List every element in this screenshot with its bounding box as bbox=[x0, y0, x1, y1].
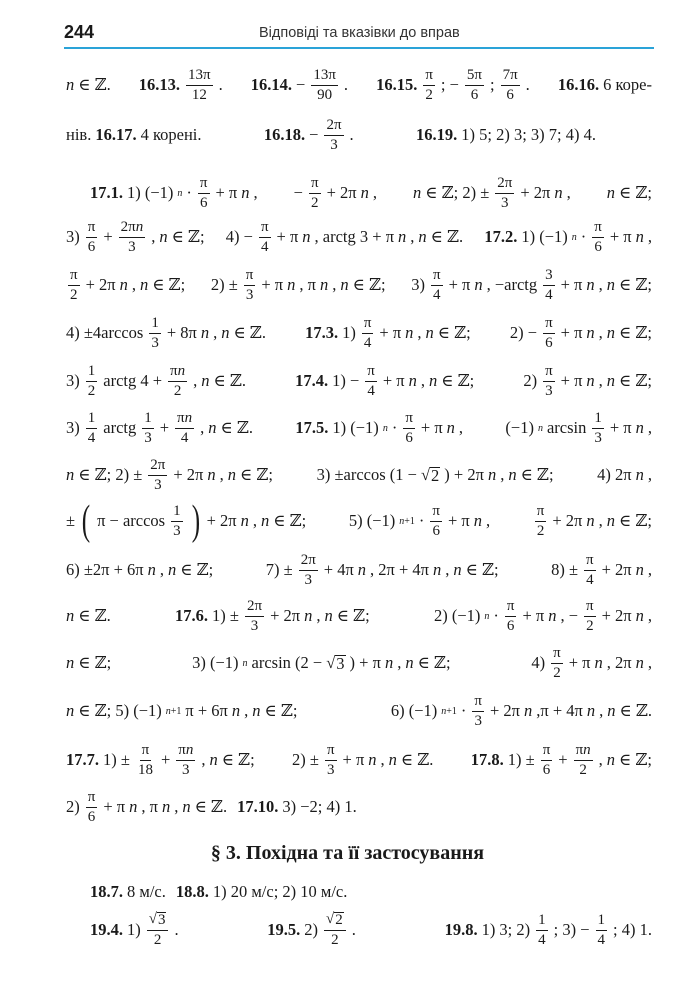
answer-line-7: 3) $\frac{1}{2}$ arctg 4 + $\frac{\pi n}{2}$ , n ∈ ℤ. 17.4. 1) − $\frac{\pi}{4}$ + π n , n ∈ ℤ; 2) $\frac{\pi}{3}$ + π n , n ∈ ℤ; bbox=[66, 363, 652, 399]
answer-line-8: 3) $\frac{1}{4}$ arctg $\frac{1}{3}$ + $\frac{\pi n}{4}$ , n ∈ ℤ. 17.5. 1) (−1) n · $\frac{\pi}{6}$ + π n , (−1) n arcsin $\frac{1}{3}$ + π n , bbox=[66, 410, 652, 446]
answer-line-4: 3) $\frac{\pi}{6}$ + $\frac{2\pi n}{3}$ , n ∈ ℤ; 4) − $\frac{\pi}{4}$ + π n , arctg 3 + π n , n ∈ ℤ. 17.2. 1) (−1) n · $\frac{\pi}{6}$ + π n , bbox=[66, 219, 652, 255]
answer-line-15: 17.7. 1) ± $\frac{\pi}{18}$ + $\frac{\pi n}{3}$ , n ∈ ℤ; 2) ± $\frac{\pi}{3}$ + π n , n ∈ ℤ. 17.8. 1) ± $\frac{\pi}{6}$ + $\frac{\pi n}{2}$ , n ∈ ℤ; bbox=[66, 742, 652, 778]
answer-line-14: n ∈ ℤ; 5) (−1) n+1 π + 6π n , n ∈ ℤ; 6) (−1) n+1 · $\frac{\pi}{3}$ + 2π n ,π + 4π n , n ∈ ℤ. bbox=[66, 693, 652, 729]
section-heading: § 3. Похідна та її застосування bbox=[210, 842, 485, 864]
running-title: Відповіді та вказівки до вправ bbox=[259, 25, 460, 41]
answer-line-10: ± ( π − arccos $\frac{1}{3}$ ) + 2π n , n ∈ ℤ; 5) (−1) n+1 · $\frac{\pi}{6}$ + π n , $\frac{\pi}{2}$ + 2π n , n ∈ ℤ; bbox=[66, 497, 652, 544]
answer-line-12: n ∈ ℤ. 17.6. 1) ± $\frac{2\pi}{3}$ + 2π n , n ∈ ℤ; 2) (−1) n · $\frac{\pi}{6}$ + π n , − $\frac{\pi}{2}$ + 2π n , bbox=[66, 598, 652, 634]
header-rule bbox=[64, 47, 654, 49]
answer-line-6: 4) ±4arccos $\frac{1}{3}$ + 8π n , n ∈ ℤ. 17.3. 1) $\frac{\pi}{4}$ + π n , n ∈ ℤ; 2) − $\frac{\pi}{6}$ + π n , n ∈ ℤ; bbox=[66, 315, 652, 351]
answer-line-18: 19.4. 1) √ 3 2 . 19.5. 2) √ 2 2 . 19.8. 1) 3; 2) $\frac{1}{4}$ ; 3) − $\frac{1}{4}$ ; 4) 1. bbox=[90, 911, 652, 948]
answer-line-17: 18.7. 8 м/с. 18.8. 1) 20 м/с; 2) 10 м/с. bbox=[90, 882, 348, 901]
page-header bbox=[64, 20, 654, 48]
answer-line-16: 2) $\frac{\pi}{6}$ + π n , π n , n ∈ ℤ. 17.10. 3) −2; 4) 1. bbox=[66, 789, 357, 825]
answer-line-5: $\frac{\pi}{2}$ + 2π n , n ∈ ℤ; 2) ± $\frac{\pi}{3}$ + π n , π n , n ∈ ℤ; 3) $\frac{\pi}{4}$ + π n , −arctg $\frac{3}{4}$ + π n , n ∈ ℤ; bbox=[70, 267, 652, 303]
page-number: 244 bbox=[64, 22, 95, 42]
answer-line-1: n ∈ ℤ. 16.13. $\frac{13\pi}{12}$ . 16.14. − $\frac{13\pi}{90}$ . 16.15. $\frac{\pi}{2}$ ; − $\frac{5\pi}{6}$ ; $\frac{7\pi}{6}$ . 16.16. 6 коре- bbox=[66, 67, 652, 103]
answer-line-13: n ∈ ℤ; 3) (−1) n arcsin (2 − √ 3 ) + π n , n ∈ ℤ; 4) $\frac{\pi}{2}$ + π n , 2π n , bbox=[66, 645, 652, 681]
answer-line-9: n ∈ ℤ; 2) ± $\frac{2\pi}{3}$ + 2π n , n ∈ ℤ; 3) ±arccos (1 − √ 2 ) + 2π n , n ∈ ℤ; 4) 2π n , bbox=[66, 457, 652, 493]
answer-line-3: 17.1. 1) (−1) n · $\frac{\pi}{6}$ + π n , − $\frac{\pi}{2}$ + 2π n , n ∈ ℤ; 2) ± $\frac{2\pi}{3}$ + 2π n , n ∈ ℤ; bbox=[90, 175, 652, 211]
answer-line-2: нів. 16.17. 4 корені. 16.18. − $\frac{2\pi}{3}$ . 16.19. 1) 5; 2) 3; 3) 7; 4) 4. bbox=[66, 117, 596, 153]
answer-line-11: 6) ±2π + 6π n , n ∈ ℤ; 7) ± $\frac{2\pi}{3}$ + 4π n , 2π + 4π n , n ∈ ℤ; 8) ± $\frac{\pi}{4}$ + 2π n , bbox=[66, 552, 652, 588]
